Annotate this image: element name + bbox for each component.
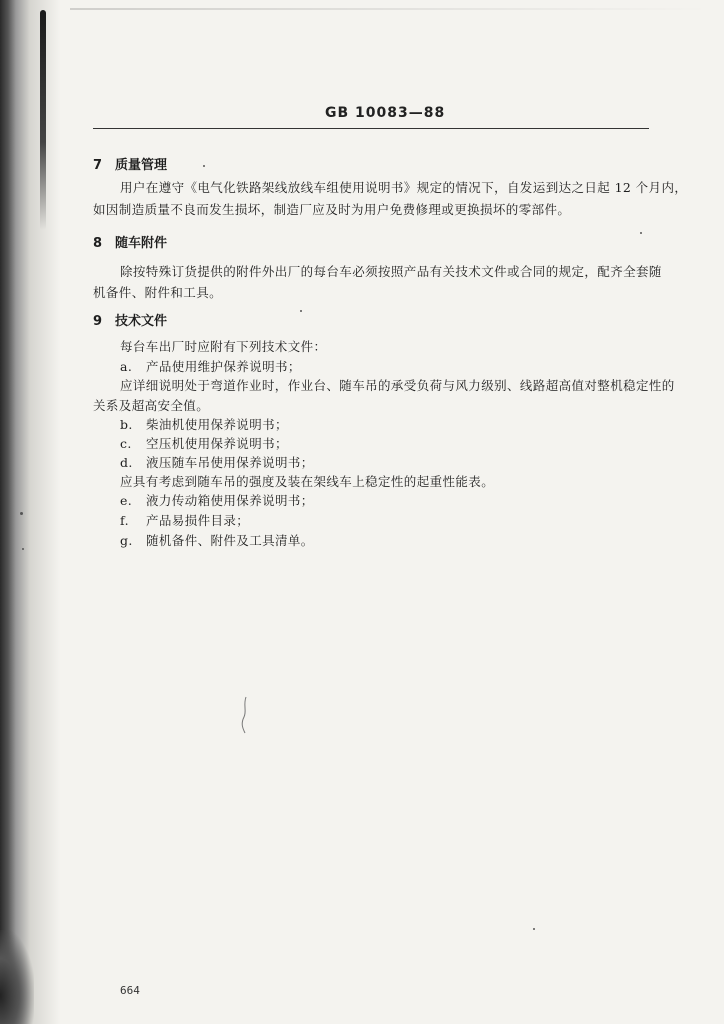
- item-mark: b.: [120, 417, 133, 432]
- item-text: 空压机使用保养说明书；: [146, 436, 288, 451]
- list-item-a: [120, 357, 301, 375]
- scan-shadow-left: [0, 0, 60, 1024]
- note-line: 应详细说明处于弯道作业时，作业台、随车吊的承受负荷与风力级别、线路超高值对整机稳定性的: [120, 378, 675, 393]
- page-number: 664: [120, 984, 140, 997]
- item-mark: e.: [120, 493, 133, 508]
- section-number: 8: [93, 236, 103, 251]
- item-text: 柴油机使用保养说明书；: [146, 417, 288, 432]
- paragraph-line: 用户在遵守《电气化铁路架线放线车组使用说明书》规定的情况下，自发运到达之日起 12 个月内，: [120, 180, 688, 195]
- list-item-b: [120, 415, 288, 433]
- list-item-f: [120, 511, 249, 529]
- intro-line: 每台车出厂时应附有下列技术文件：: [120, 339, 327, 354]
- section-number: 7: [93, 158, 103, 173]
- section-title: 随车附件: [115, 236, 168, 251]
- item-mark: c.: [120, 436, 132, 451]
- scan-speck: [22, 548, 24, 550]
- header-rule: [93, 128, 649, 129]
- list-item-g: [120, 531, 314, 549]
- scan-streak: [40, 10, 46, 230]
- note-line: 应具有考虑到随车吊的强度及装在架线车上稳定性的起重性能表。: [120, 474, 495, 489]
- paragraph-line: 机备件、附件和工具。: [93, 285, 223, 300]
- scan-shadow-bottom-left: [0, 930, 34, 1024]
- item-text: 产品易损件目录；: [146, 513, 250, 528]
- scan-speck: [20, 512, 23, 515]
- scan-speck: [533, 928, 535, 930]
- list-item-c: [120, 434, 288, 452]
- list-item-e: [120, 491, 314, 509]
- item-text: 液力传动箱使用保养说明书；: [146, 493, 314, 508]
- scan-speck: [203, 165, 205, 167]
- list-item-d: [120, 453, 314, 471]
- scan-top-edge: [70, 8, 710, 10]
- section-title: 质量管理: [115, 158, 168, 173]
- item-text: 产品使用维护保养说明书；: [146, 359, 301, 374]
- section-heading-9: [93, 310, 167, 329]
- scan-speck: [300, 310, 302, 312]
- item-mark: g.: [120, 533, 133, 548]
- paragraph-line: 除按特殊订货提供的附件外出厂的每台车必须按照产品有关技术文件或合同的规定，配齐全套随: [120, 264, 662, 279]
- section-number: 9: [93, 314, 103, 329]
- section-title: 技术文件: [115, 314, 168, 329]
- paragraph-line: 如因制造质量不良而发生损坏，制造厂应及时为用户免费修理或更换损坏的零部件。: [93, 202, 571, 217]
- item-mark: f.: [120, 513, 129, 528]
- item-mark: d.: [120, 455, 133, 470]
- standard-number: GB 10083—88: [325, 105, 446, 121]
- section-heading-8: [93, 232, 167, 251]
- item-text: 随机备件、附件及工具清单。: [146, 533, 314, 548]
- scan-artifact-mark: [238, 695, 252, 735]
- item-text: 液压随车吊使用保养说明书；: [146, 455, 314, 470]
- scan-speck: [640, 232, 642, 234]
- item-mark: a.: [120, 359, 133, 374]
- section-heading-7: [93, 154, 167, 173]
- note-line: 关系及超高安全值。: [93, 398, 210, 413]
